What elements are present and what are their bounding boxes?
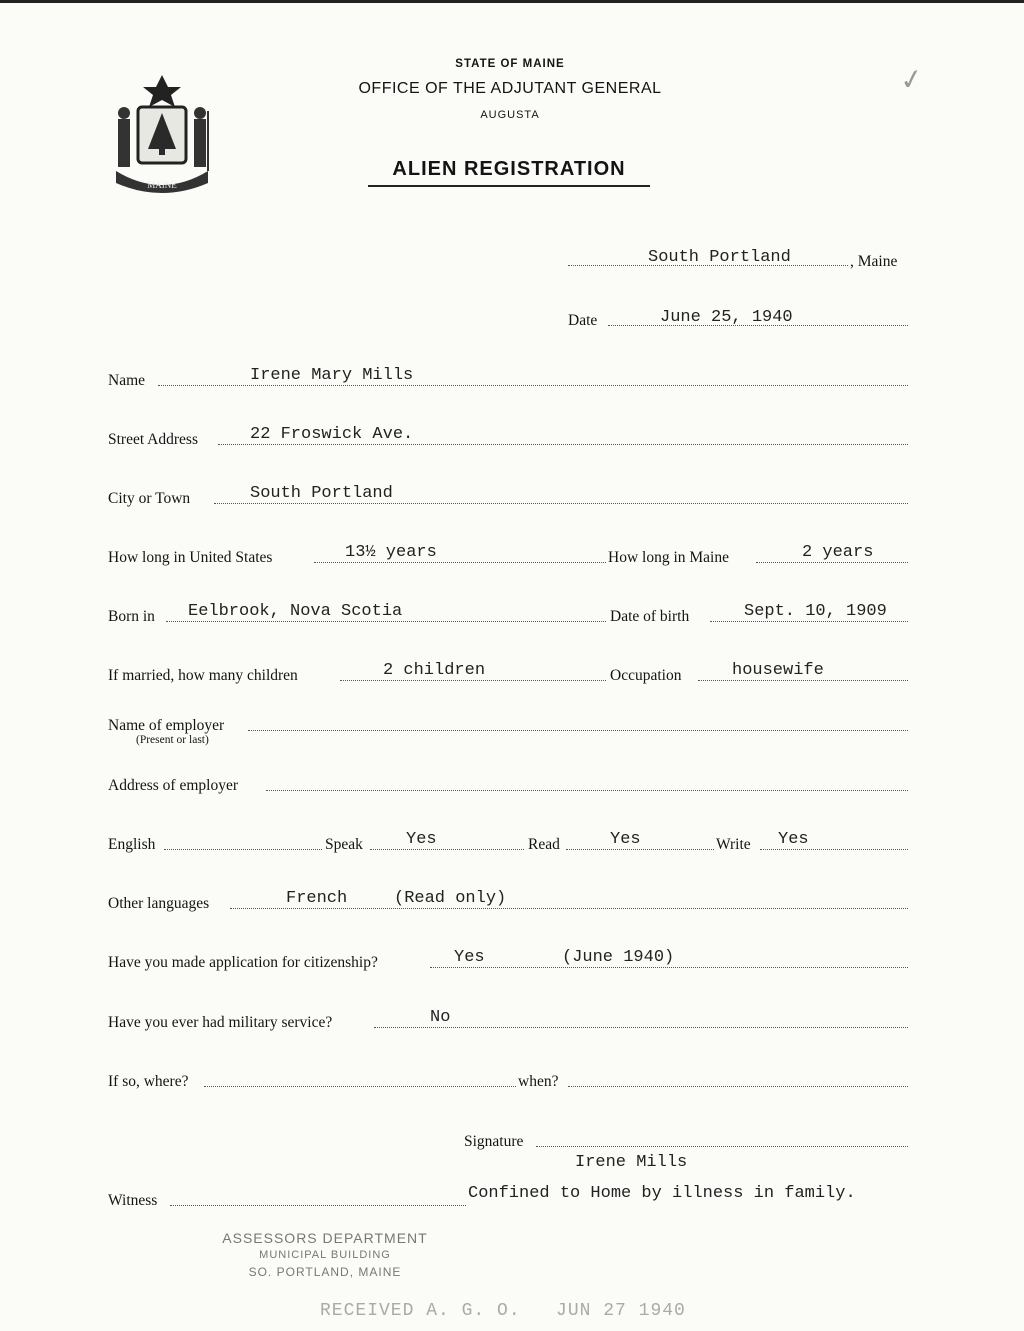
where-label: If so, where?	[108, 1073, 189, 1090]
place-value: South Portland	[648, 248, 791, 267]
occupation-value: housewife	[732, 661, 824, 680]
military-service-value: No	[430, 1008, 451, 1027]
witness-label: Witness	[108, 1192, 158, 1209]
how-long-us-label: How long in United States	[108, 549, 273, 566]
signature-value: Irene Mills	[575, 1153, 688, 1172]
citizenship-value: Yes	[454, 948, 485, 967]
how-long-us-value: 13½ years	[345, 543, 437, 562]
signature-label: Signature	[464, 1133, 524, 1150]
how-long-maine-label: How long in Maine	[608, 549, 729, 566]
employer-address-label: Address of employer	[108, 777, 238, 794]
children-label: If married, how many children	[108, 667, 298, 684]
citizenship-label: Have you made application for citizenship?	[108, 954, 378, 971]
read-value: Yes	[610, 830, 641, 849]
when-label: when?	[518, 1073, 559, 1090]
name-label: Name	[108, 372, 146, 389]
city-value: South Portland	[250, 484, 393, 503]
english-label: English	[108, 836, 156, 853]
maine-state-seal	[108, 71, 216, 199]
date-of-birth-value: Sept. 10, 1909	[744, 602, 887, 621]
form-title: ALIEN REGISTRATION	[368, 158, 650, 187]
military-service-label: Have you ever had military service?	[108, 1014, 333, 1031]
city-label: City or Town	[108, 490, 191, 507]
place-suffix: , Maine	[850, 253, 898, 270]
office-heading: OFFICE OF THE ADJUTANT GENERAL	[358, 80, 662, 97]
date-label: Date	[568, 312, 598, 329]
speak-label: Speak	[325, 836, 363, 853]
other-languages-label: Other languages	[108, 895, 210, 912]
children-value: 2 children	[383, 661, 486, 680]
write-value: Yes	[778, 830, 809, 849]
svg-text:MAINE: MAINE	[147, 180, 177, 190]
received-stamp: RECEIVED A. G. O. JUN 27 1940	[320, 1301, 686, 1321]
city-heading: AUGUSTA	[480, 109, 540, 121]
stamp-line-3: SO. PORTLAND, MAINE	[248, 1265, 402, 1279]
check-mark-icon: ✓	[897, 63, 927, 98]
born-in-value: Eelbrook, Nova Scotia	[188, 602, 403, 621]
write-label: Write	[716, 836, 751, 853]
stamp-line-1: ASSESSORS DEPARTMENT	[222, 1230, 428, 1246]
street-address-value: 22 Froswick Ave.	[250, 425, 414, 444]
date-value: June 25, 1940	[660, 308, 793, 327]
employer-name-label: Name of employer	[108, 717, 225, 734]
street-address-label: Street Address	[108, 431, 198, 448]
name-value: Irene Mary Mills	[250, 366, 414, 385]
employer-name-sublabel: (Present or last)	[136, 734, 209, 746]
how-long-maine-value: 2 years	[802, 543, 874, 562]
read-label: Read	[528, 836, 560, 853]
stamp-line-2: MUNICIPAL BUILDING	[259, 1249, 391, 1261]
occupation-label: Occupation	[610, 667, 682, 684]
other-languages-note: (Read only)	[394, 889, 507, 908]
state-heading: STATE OF MAINE	[455, 58, 565, 70]
born-in-label: Born in	[108, 608, 155, 625]
witness-value: Confined to Home by illness in family.	[468, 1184, 856, 1203]
other-languages-value: French	[286, 889, 348, 908]
citizenship-note: (June 1940)	[562, 948, 675, 967]
date-of-birth-label: Date of birth	[610, 608, 690, 625]
speak-value: Yes	[406, 830, 437, 849]
